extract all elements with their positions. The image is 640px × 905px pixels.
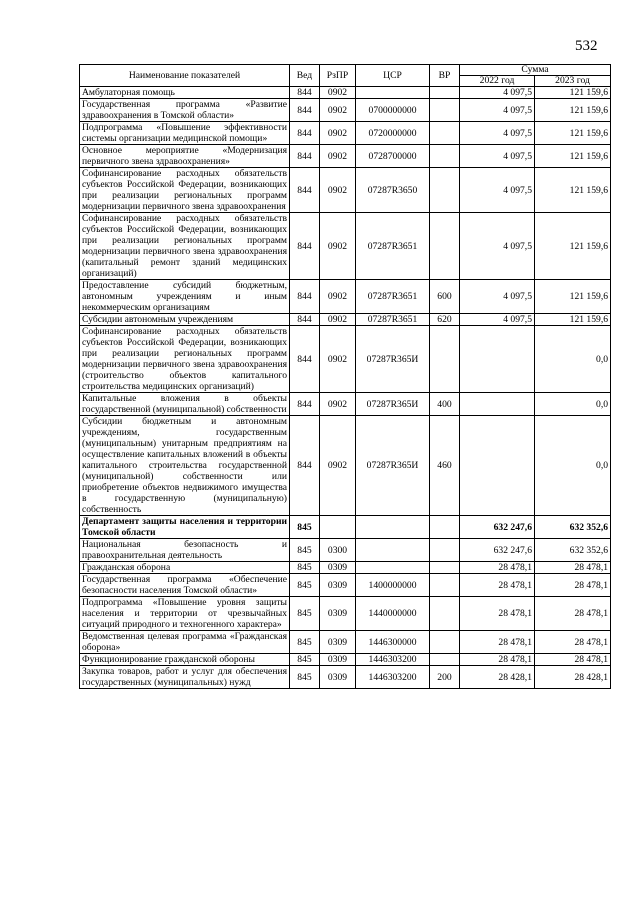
row-2022: 4 097,5	[460, 314, 535, 326]
row-2022: 632 247,6	[460, 516, 535, 539]
table-row	[80, 631, 611, 654]
row-rzpr: 0902	[320, 145, 356, 168]
row-vr: 200	[430, 666, 460, 689]
row-ved: 844	[290, 416, 320, 516]
row-ved: 844	[290, 145, 320, 168]
row-2023: 632 352,6	[535, 516, 611, 539]
row-csr: 1440000000	[356, 597, 430, 631]
row-name: Гражданская оборона	[80, 562, 290, 574]
row-vr	[430, 654, 460, 666]
row-vr	[430, 122, 460, 145]
row-vr	[430, 326, 460, 393]
row-name: Подпрограмма «Повышение эффективности системы организации медицинской помощи»	[80, 122, 290, 145]
row-rzpr: 0902	[320, 314, 356, 326]
table-row	[80, 280, 611, 314]
row-csr: 1446300000	[356, 631, 430, 654]
row-ved: 844	[290, 280, 320, 314]
row-2022: 28 478,1	[460, 631, 535, 654]
row-ved: 844	[290, 168, 320, 213]
row-csr: 07287R3650	[356, 168, 430, 213]
row-vr	[430, 562, 460, 574]
table-row	[80, 539, 611, 562]
row-name: Амбулаторная помощь	[80, 87, 290, 99]
row-2023: 121 159,6	[535, 213, 611, 280]
table-row	[80, 416, 611, 516]
row-2023: 121 159,6	[535, 145, 611, 168]
header-sum: Сумма	[460, 65, 611, 76]
row-csr: 07287R3651	[356, 213, 430, 280]
row-2023: 0,0	[535, 393, 611, 416]
row-csr	[356, 516, 430, 539]
table-row	[80, 516, 611, 539]
row-vr	[430, 516, 460, 539]
row-rzpr: 0902	[320, 87, 356, 99]
row-name: Основное мероприятие «Модернизация первичного звена здравоохранения»	[80, 145, 290, 168]
row-rzpr: 0309	[320, 597, 356, 631]
row-csr: 07287R365И	[356, 393, 430, 416]
row-2023: 121 159,6	[535, 314, 611, 326]
row-rzpr: 0309	[320, 666, 356, 689]
row-2022: 4 097,5	[460, 168, 535, 213]
table-row	[80, 326, 611, 393]
row-rzpr: 0902	[320, 326, 356, 393]
row-2022: 4 097,5	[460, 99, 535, 122]
row-rzpr: 0902	[320, 99, 356, 122]
row-rzpr: 0902	[320, 122, 356, 145]
row-csr	[356, 539, 430, 562]
table-row	[80, 562, 611, 574]
row-csr: 0700000000	[356, 99, 430, 122]
row-vr	[430, 539, 460, 562]
row-ved: 845	[290, 654, 320, 666]
table-row	[80, 122, 611, 145]
row-rzpr: 0309	[320, 562, 356, 574]
row-2023: 121 159,6	[535, 99, 611, 122]
row-ved: 845	[290, 631, 320, 654]
row-csr: 0720000000	[356, 122, 430, 145]
row-ved: 844	[290, 87, 320, 99]
header-rzpr: РзПР	[320, 65, 356, 87]
table-row	[80, 99, 611, 122]
row-vr	[430, 99, 460, 122]
header-vr: ВР	[430, 65, 460, 87]
row-2023: 28 478,1	[535, 597, 611, 631]
row-2022: 4 097,5	[460, 87, 535, 99]
header-year-2022: 2022 год	[460, 76, 535, 87]
row-rzpr: 0309	[320, 574, 356, 597]
row-ved: 844	[290, 326, 320, 393]
row-rzpr: 0902	[320, 168, 356, 213]
row-2022	[460, 326, 535, 393]
table-row	[80, 574, 611, 597]
row-vr	[430, 145, 460, 168]
row-vr	[430, 597, 460, 631]
row-csr: 07287R3651	[356, 314, 430, 326]
row-2023: 121 159,6	[535, 280, 611, 314]
row-2022: 4 097,5	[460, 213, 535, 280]
header-name: Наименование показателей	[80, 65, 290, 87]
budget-table	[79, 64, 611, 689]
row-ved: 844	[290, 122, 320, 145]
row-2022: 28 478,1	[460, 654, 535, 666]
row-rzpr: 0902	[320, 280, 356, 314]
row-ved: 844	[290, 213, 320, 280]
table-row	[80, 666, 611, 689]
row-csr	[356, 87, 430, 99]
row-csr: 1400000000	[356, 574, 430, 597]
row-2022: 28 478,1	[460, 574, 535, 597]
table-row	[80, 213, 611, 280]
header-csr: ЦСР	[356, 65, 430, 87]
table-body	[80, 87, 611, 689]
row-ved: 844	[290, 314, 320, 326]
row-2023: 0,0	[535, 416, 611, 516]
row-ved: 845	[290, 516, 320, 539]
page-number: 532	[575, 38, 598, 54]
row-2022: 4 097,5	[460, 122, 535, 145]
row-2023: 28 478,1	[535, 574, 611, 597]
row-csr	[356, 562, 430, 574]
row-vr	[430, 168, 460, 213]
row-2022: 4 097,5	[460, 145, 535, 168]
row-csr: 07287R3651	[356, 280, 430, 314]
row-name: Капитальные вложения в объекты государственной (муниципальной) собственности	[80, 393, 290, 416]
row-name: Закупка товаров, работ и услуг для обеспечения государственных (муниципальных) нужд	[80, 666, 290, 689]
row-rzpr: 0300	[320, 539, 356, 562]
row-csr: 07287R365И	[356, 416, 430, 516]
row-vr	[430, 213, 460, 280]
table-row	[80, 654, 611, 666]
table-row	[80, 145, 611, 168]
row-vr	[430, 87, 460, 99]
row-2023: 28 478,1	[535, 631, 611, 654]
row-ved: 845	[290, 562, 320, 574]
row-rzpr	[320, 516, 356, 539]
row-ved: 845	[290, 666, 320, 689]
row-csr: 1446303200	[356, 666, 430, 689]
row-2022	[460, 416, 535, 516]
table-row	[80, 168, 611, 213]
row-2023: 121 159,6	[535, 122, 611, 145]
row-name: Государственная программа «Развитие здравоохранения в Томской области»	[80, 99, 290, 122]
row-csr: 1446303200	[356, 654, 430, 666]
header-year-2023: 2023 год	[535, 76, 611, 87]
row-name: Функционирование гражданской обороны	[80, 654, 290, 666]
row-2022: 28 478,1	[460, 597, 535, 631]
row-ved: 845	[290, 574, 320, 597]
row-vr: 460	[430, 416, 460, 516]
table-row	[80, 597, 611, 631]
row-vr: 400	[430, 393, 460, 416]
table-row	[80, 314, 611, 326]
row-name: Софинансирование расходных обязательств субъектов Российской Федерации, возникающих при реализации региональных программ модернизации первичного звена здравоохранения	[80, 168, 290, 213]
table-row	[80, 393, 611, 416]
row-ved: 845	[290, 597, 320, 631]
row-2023: 28 478,1	[535, 562, 611, 574]
row-2023: 632 352,6	[535, 539, 611, 562]
row-name: Департамент защиты населения и территории Томской области	[80, 516, 290, 539]
row-name: Софинансирование расходных обязательств субъектов Российской Федерации, возникающих при реализации региональных программ модернизации первичного звена здравоохранения (строительство объектов капитального строительства медицинских организаций)	[80, 326, 290, 393]
row-csr: 0728700000	[356, 145, 430, 168]
row-name: Ведомственная целевая программа «Гражданская оборона»	[80, 631, 290, 654]
row-name: Субсидии бюджетным и автономным учреждениям, государственным (муниципальным) унитарным предприятиям на осуществление капитальных вложений в объекты капитального строительства государственной (муниципальной) собственности или приобретение объектов недвижимого имущества в государственную (муниципальную) собственность	[80, 416, 290, 516]
row-name: Предоставление субсидий бюджетным, автономным учреждениям и иным некоммерческим организациям	[80, 280, 290, 314]
row-vr	[430, 574, 460, 597]
row-rzpr: 0902	[320, 213, 356, 280]
row-name: Субсидии автономным учреждениям	[80, 314, 290, 326]
row-rzpr: 0902	[320, 393, 356, 416]
row-rzpr: 0309	[320, 654, 356, 666]
row-2023: 0,0	[535, 326, 611, 393]
header-ved: Вед	[290, 65, 320, 87]
row-2022	[460, 393, 535, 416]
row-vr: 600	[430, 280, 460, 314]
row-2023: 121 159,6	[535, 168, 611, 213]
row-rzpr: 0902	[320, 416, 356, 516]
row-ved: 844	[290, 393, 320, 416]
table-row	[80, 87, 611, 99]
row-ved: 844	[290, 99, 320, 122]
row-ved: 845	[290, 539, 320, 562]
row-vr	[430, 631, 460, 654]
row-name: Софинансирование расходных обязательств субъектов Российской Федерации, возникающих при реализации региональных программ модернизации первичного звена здравоохранения (капитальный ремонт зданий медицинских организаций)	[80, 213, 290, 280]
row-2022: 28 428,1	[460, 666, 535, 689]
row-rzpr: 0309	[320, 631, 356, 654]
row-2023: 121 159,6	[535, 87, 611, 99]
row-name: Национальная безопасность и правоохранительная деятельность	[80, 539, 290, 562]
row-2022: 28 478,1	[460, 562, 535, 574]
row-name: Подпрограмма «Повышение уровня защиты населения и территории от чрезвычайных ситуаций природного и техногенного характера»	[80, 597, 290, 631]
row-2023: 28 478,1	[535, 654, 611, 666]
row-2022: 632 247,6	[460, 539, 535, 562]
row-name: Государственная программа «Обеспечение безопасности населения Томской области»	[80, 574, 290, 597]
row-2022: 4 097,5	[460, 280, 535, 314]
row-2023: 28 428,1	[535, 666, 611, 689]
row-csr: 07287R365И	[356, 326, 430, 393]
row-vr: 620	[430, 314, 460, 326]
